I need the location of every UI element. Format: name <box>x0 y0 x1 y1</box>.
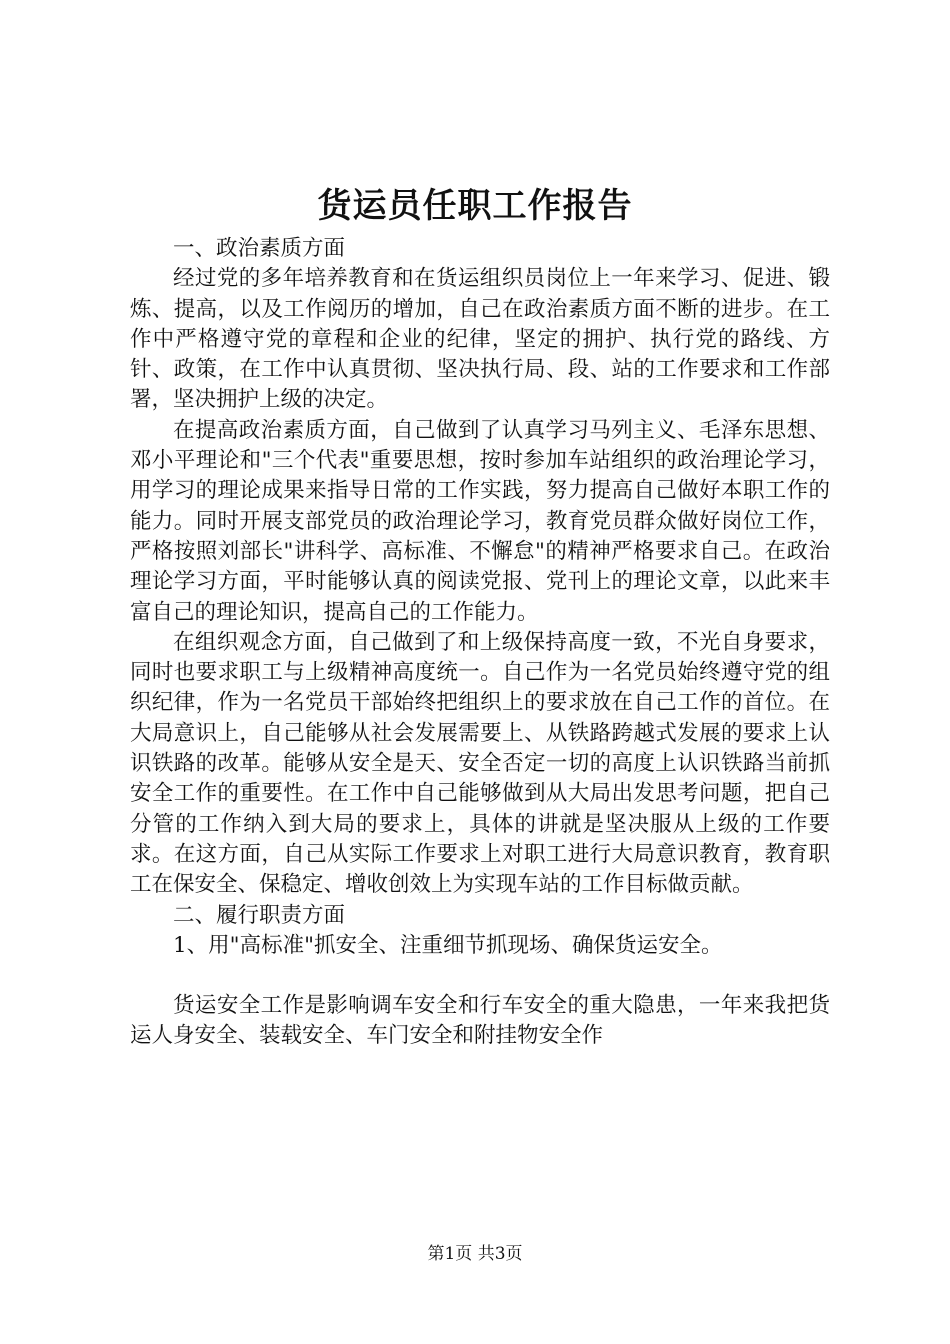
page-number-footer: 第1页 共3页 <box>427 1244 523 1264</box>
paragraph: 在提高政治素质方面，自己做到了认真学习马列主义、毛泽东思想、邓小平理论和"三个代表"重要思想，按时参加车站组织的政治理论学习，用学习的理论成果来指导日常的工作实践，努力提高自己做好本职工作的能力。同时开展支部党员的政治理论学习，教育党员群众做好岗位工作，严格按照刘部长"讲科学、高标准、不懈怠"的精神严格要求自己。在政治理论学习方面，平时能够认真的阅读党报、党刊上的理论文章，以此来丰富自己的理论知识，提高自己的工作能力。 <box>130 417 830 625</box>
subsection-heading: 1、用"高标准"抓安全、注重细节抓现场、确保货运安全。 <box>173 932 723 958</box>
section-heading-political: 一、政治素质方面 <box>173 236 346 261</box>
paragraph: 在组织观念方面，自己做到了和上级保持高度一致，不光自身要求，同时也要求职工与上级精神高度统一。自己作为一名党员始终遵守党的组织纪律，作为一名党员干部始终把组织上的要求放在自己工作的首位。在大局意识上，自己能够从社会发展需要上、从铁路跨越式发展的要求上认识铁路的改革。能够从安全是天、安全否定一切的高度上认识铁路当前抓安全工作的重要性。在工作中自己能够做到从大局出发思考问题，把自己分管的工作纳入到大局的要求上，具体的讲就是坚决服从上级的工作要求。在这方面，自己从实际工作要求上对职工进行大局意识教育，教育职工在保安全、保稳定、增收创效上为实现车站的工作目标做贡献。 <box>130 629 830 898</box>
document-title: 货运员任职工作报告 <box>317 186 633 226</box>
paragraph: 经过党的多年培养教育和在货运组织员岗位上一年来学习、促进、锻炼、提高，以及工作阅历的增加，自己在政治素质方面不断的进步。在工作中严格遵守党的章程和企业的纪律，坚定的拥护、执行党的路线、方针、政策，在工作中认真贯彻、坚决执行局、段、站的工作要求和工作部署，坚决拥护上级的决定。 <box>130 266 830 413</box>
paragraph: 货运安全工作是影响调车安全和行车安全的重大隐患，一年来我把货运人身安全、装载安全、车门安全和附挂物安全作 <box>130 993 830 1049</box>
section-heading-duties: 二、履行职责方面 <box>173 902 346 928</box>
document-body <box>130 234 830 1052</box>
